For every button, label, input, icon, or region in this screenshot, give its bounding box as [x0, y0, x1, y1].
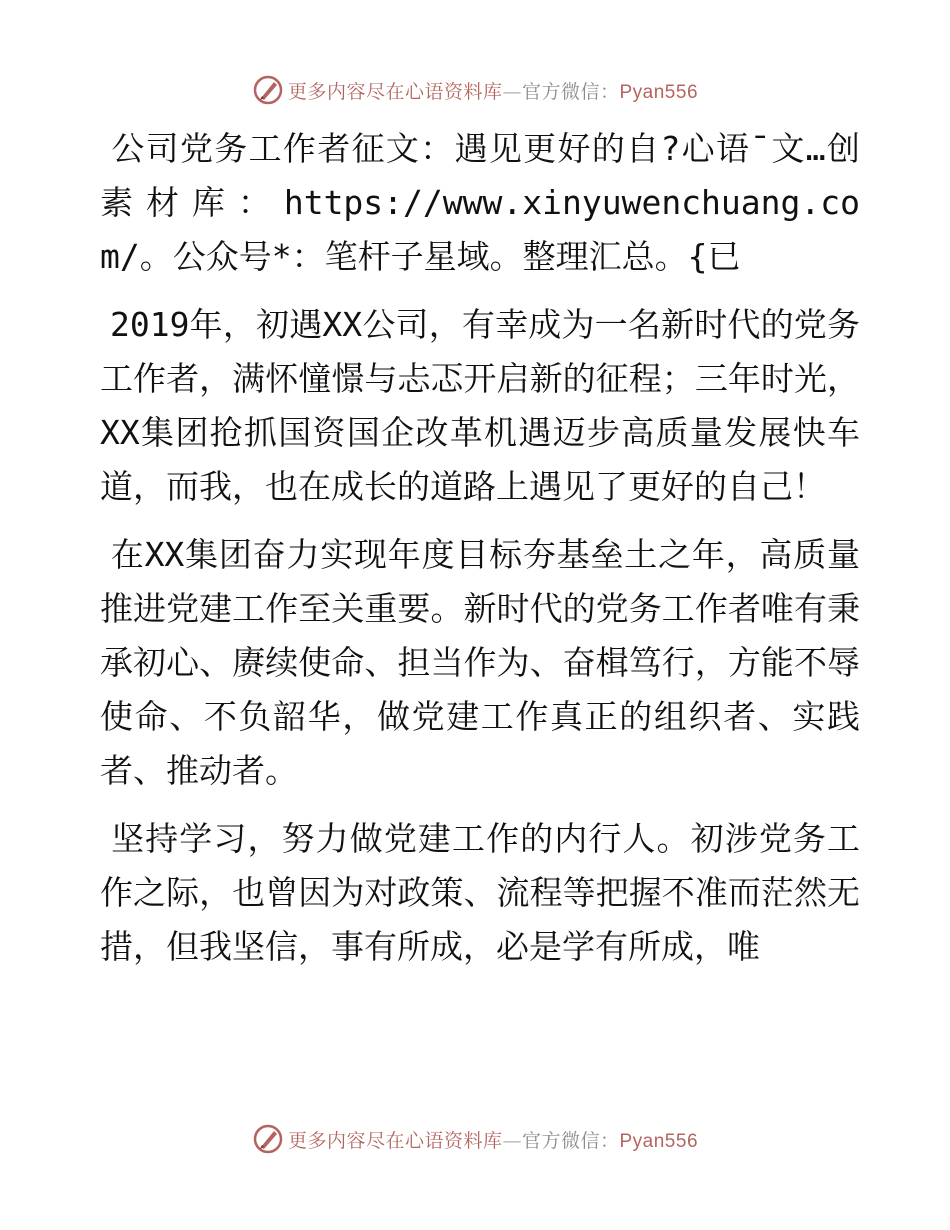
paragraph	[100, 528, 860, 798]
header-watermark	[0, 70, 950, 110]
watermark-brand-text: 更多内容尽在心语资料库	[287, 80, 503, 103]
paragraph-text: 公司党务工作者征文：遇见更好的自?心语¯文…创素材库：https://www.xinyuwenchuang.com/。公众号*：笔杆子星域。整理汇总。{已	[100, 129, 860, 276]
quill-pen-logo-icon	[252, 1123, 284, 1155]
paragraph	[100, 122, 860, 284]
watermark-dash: —	[502, 1129, 522, 1152]
paragraph	[100, 298, 860, 514]
watermark-official-text: 官方微信：	[521, 1129, 620, 1152]
quill-pen-logo-icon	[252, 74, 284, 106]
paragraph-text: 在XX集团奋力实现年度目标夯基垒土之年，高质量推进党建工作至关重要。新时代的党务工作者唯有秉承初心、赓续使命、担当作为、奋楫笃行，方能不辱使命、不负韶华，做党建工作真正的组织者、实践者、推动者。	[100, 535, 860, 790]
watermark-brand-text: 更多内容尽在心语资料库	[287, 1129, 503, 1152]
document-body	[100, 122, 860, 988]
paragraph	[100, 812, 860, 974]
watermark-official-text: 官方微信：	[521, 80, 620, 103]
footer-watermark	[0, 1119, 950, 1159]
watermark-dash: —	[502, 80, 522, 103]
paragraph-text: 2019年，初遇XX公司，有幸成为一名新时代的党务工作者，满怀憧憬与忐忑开启新的征程；三年时光，XX集团抢抓国资国企改革机遇迈步高质量发展快车道，而我，也在成长的道路上遇见了更好的自己！	[100, 305, 860, 506]
paragraph-text: 坚持学习，努力做党建工作的内行人。初涉党务工作之际，也曾因为对政策、流程等把握不准而茫然无措，但我坚信，事有所成，必是学有所成，唯	[100, 819, 860, 966]
watermark-wechat-id: Pyan556	[619, 1130, 699, 1152]
watermark-wechat-id: Pyan556	[619, 81, 699, 103]
